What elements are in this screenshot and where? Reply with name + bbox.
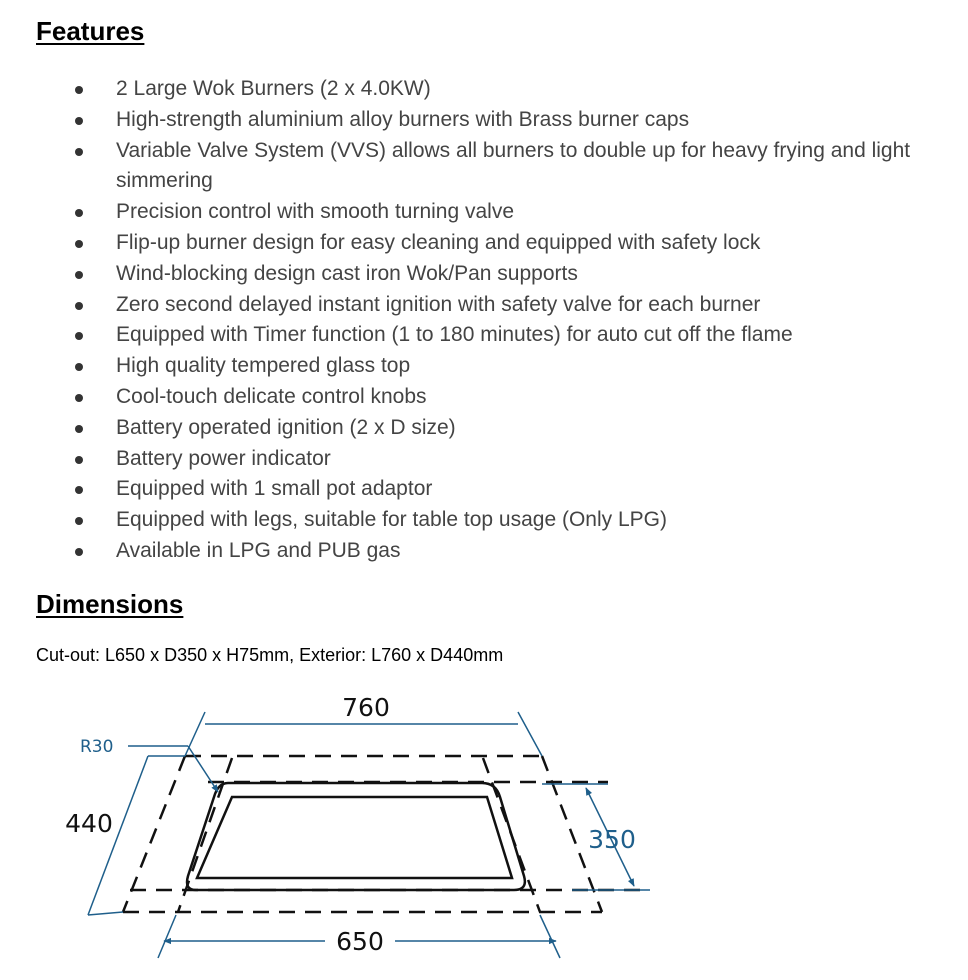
bullet-icon — [75, 425, 83, 433]
feature-text: Equipped with Timer function (1 to 180 minutes) for auto cut off the flame — [116, 323, 793, 347]
feature-text: Zero second delayed instant ignition with safety valve for each burner — [116, 292, 761, 316]
label-r30: R30 — [80, 737, 114, 757]
feature-item — [0, 74, 968, 105]
feature-text: Flip-up burner design for easy cleaning and equipped with safety lock — [116, 230, 761, 254]
dimensions-heading: Dimensions — [36, 589, 184, 619]
feature-text: Precision control with smooth turning valve — [116, 200, 515, 224]
label-350: 350 — [588, 825, 636, 854]
bullet-icon — [75, 117, 83, 125]
bullet-icon — [75, 240, 83, 248]
feature-item — [0, 444, 968, 475]
feature-text: 2 Large Wok Burners (2 x 4.0KW) — [116, 77, 431, 100]
cutout-dimension-drawing — [0, 680, 968, 980]
feature-item — [0, 505, 968, 536]
bullet-icon — [75, 148, 83, 156]
features-list — [0, 74, 968, 567]
features-heading: Features — [36, 16, 145, 46]
bullet-icon — [75, 486, 83, 494]
feature-text: Equipped with legs, suitable for table top usage (Only LPG) — [116, 508, 667, 532]
bullet-icon — [75, 302, 83, 310]
cutout-outline — [187, 783, 525, 890]
label-440: 440 — [65, 809, 113, 838]
bullet-icon — [75, 517, 83, 525]
feature-text: Wind-blocking design cast iron Wok/Pan supports — [116, 261, 578, 285]
bullet-icon — [75, 456, 83, 464]
feature-text: Variable Valve System (VVS) allows all burners to double up for heavy frying and light simmering — [116, 138, 911, 193]
feature-item — [0, 197, 968, 228]
feature-item — [0, 259, 968, 290]
feature-text: Battery operated ignition (2 x D size) — [116, 415, 456, 439]
label-650: 650 — [336, 927, 384, 956]
bullet-icon — [75, 332, 83, 340]
bullet-icon — [75, 548, 83, 556]
feature-item — [0, 536, 968, 567]
feature-item — [0, 382, 968, 413]
feature-text: Available in LPG and PUB gas — [116, 538, 401, 562]
feature-text: Battery power indicator — [116, 446, 331, 470]
bullet-icon — [75, 271, 83, 279]
feature-item — [0, 105, 968, 136]
label-760: 760 — [342, 693, 390, 722]
bullet-icon — [75, 394, 83, 402]
feature-text: High-strength aluminium alloy burners with Brass burner caps — [116, 107, 690, 131]
bullet-icon — [75, 209, 83, 217]
feature-item — [0, 474, 968, 505]
feature-item — [0, 413, 968, 444]
bullet-icon — [75, 363, 83, 371]
bullet-icon — [75, 86, 83, 94]
feature-item — [0, 351, 968, 382]
dimensions-spec-text: Cut-out: L650 x D350 x H75mm, Exterior: L760 x D440mm — [36, 645, 504, 665]
feature-item — [0, 290, 968, 321]
feature-text: Cool-touch delicate control knobs — [116, 384, 427, 408]
feature-item — [0, 320, 968, 351]
feature-text: High quality tempered glass top — [116, 354, 411, 378]
feature-text: Equipped with 1 small pot adaptor — [116, 477, 433, 501]
feature-item — [0, 228, 968, 259]
feature-item — [0, 136, 968, 198]
